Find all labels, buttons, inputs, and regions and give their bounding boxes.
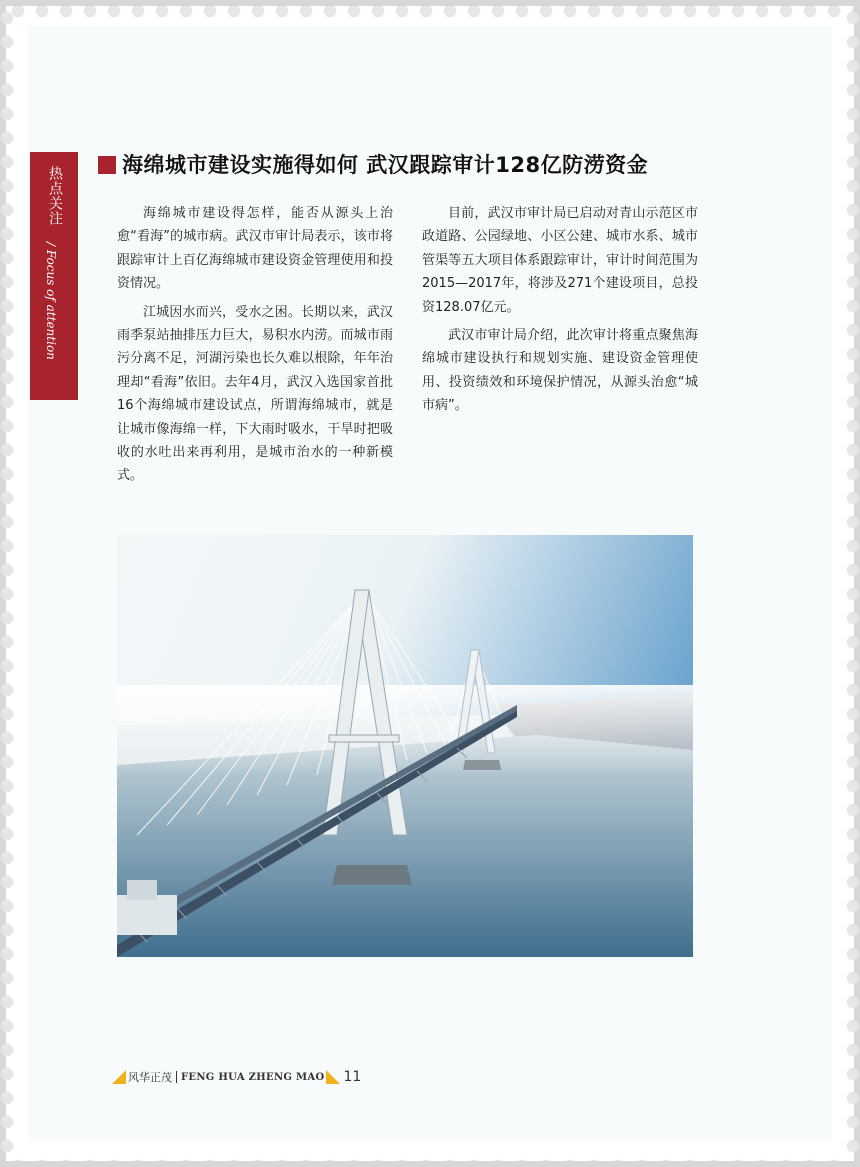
stamp-perforation-left — [0, 6, 14, 1161]
bridge-photo — [117, 535, 693, 957]
magazine-name-en: FENG HUA ZHENG MAO — [181, 1071, 325, 1083]
headline — [98, 148, 738, 180]
footer-divider — [176, 1071, 177, 1083]
magazine-name-cn: 风华正茂 — [128, 1071, 172, 1084]
article-paragraph: 武汉市审计局介绍，此次审计将重点聚焦海绵城市建设执行和规划实施、建设资金管理使用、投资绩效和环境保护情况，从源头治愈“城市病”。 — [422, 328, 698, 414]
section-tab-cn: 热点关注 — [47, 166, 63, 226]
headline-marker-icon — [98, 156, 116, 174]
stamp-perforation-right — [846, 6, 860, 1161]
section-tab — [30, 152, 78, 400]
page-footer — [112, 1068, 361, 1086]
headline-title: 海绵城市建设实施得如何 武汉跟踪审计128亿防涝资金 — [122, 153, 649, 177]
article-paragraph: 海绵城市建设得怎样，能否从源头上治愈“看海”的城市病。武汉市审计局表示，该市将跟踪审计上百亿海绵城市建设资金管理使用和投资情况。 — [117, 206, 393, 292]
bridge-photo-illustration — [117, 535, 693, 957]
section-tab-en: / Focus of attention — [44, 242, 58, 360]
article-paragraph: 目前，武汉市审计局已启动对青山示范区市政道路、公园绿地、小区公建、城市水系、城市管渠等五大项目体系跟踪审计，审计时间范围为2015—2017年，将涉及271个建设项目，总投资128.07亿元。 — [422, 206, 698, 315]
footer-triangle-icon — [326, 1070, 340, 1084]
article-column-left — [117, 202, 393, 493]
page-number: 11 — [343, 1069, 362, 1085]
article-paragraph: 江城因水而兴，受水之困。长期以来，武汉雨季泵站抽排压力巨大，易积水内涝。而城市雨污分离不足，河湖污染也长久难以根除，年年治理却“看海”依旧。去年4月，武汉入选国家首批16个海绵城市建设试点，所谓海绵城市，就是让城市像海绵一样，下大雨时吸水，干旱时把吸收的水吐出来再利用，是城市治水的一种新模式。 — [117, 304, 393, 484]
footer-triangle-icon — [112, 1070, 126, 1084]
article-column-right — [422, 202, 698, 423]
